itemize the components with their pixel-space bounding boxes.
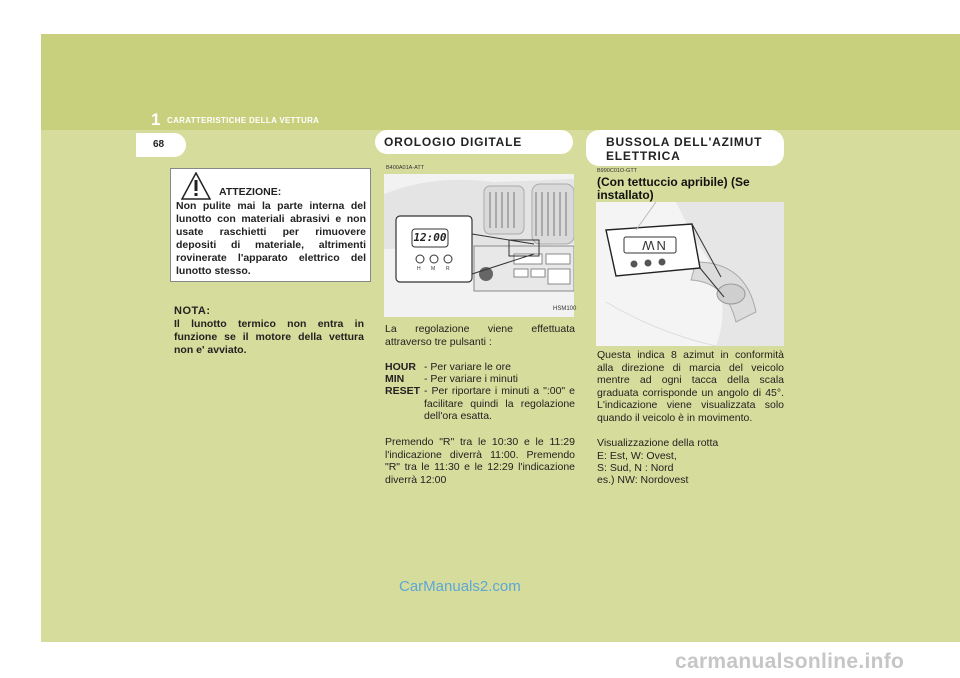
button-desc-min: - Per variare i minuti	[424, 373, 518, 385]
clock-button-label-r: R	[446, 266, 450, 272]
warning-box	[170, 168, 371, 282]
button-desc-hour: - Per variare le ore	[424, 361, 511, 373]
clock-button-row	[385, 385, 575, 425]
note-title: NOTA:	[174, 305, 211, 317]
compass-display: NW	[640, 238, 666, 253]
clock-intro: La regolazione viene effettuata attraverso tre pulsanti :	[385, 323, 575, 348]
chapter-title: CARATTERISTICHE DELLA VETTURA	[167, 116, 320, 125]
compass-line: Visualizzazione della rotta	[597, 437, 719, 449]
clock-button-label-h: H	[417, 266, 421, 272]
clock-display: 12:00	[413, 231, 447, 244]
watermark-carmanuals2[interactable]: CarManuals2.com	[399, 578, 521, 595]
clock-figure-code: HSM100	[553, 306, 577, 312]
compass-line: S: Sud, N : Nord	[597, 462, 674, 474]
button-key-reset: RESET	[385, 385, 421, 397]
compass-heading: BUSSOLA DELL'AZIMUT ELETTRICA	[606, 135, 763, 163]
button-desc-reset: - Per riportare i minuti a ":00" e facilitare quindi la regolazione dell'ora esatta.	[424, 385, 575, 422]
compass-line: E: Est, W: Ovest,	[597, 450, 677, 462]
page-number: 68	[153, 139, 165, 150]
warning-text: Non pulite mai la parte interna del lunotto con materiali abrasivi e non usate raschietti per rimuovere depositi di materiale, altrimenti rovinerate l'apparato elettrico del lunotto stesso.	[176, 200, 366, 277]
warning-icon	[181, 172, 211, 200]
note-text: Il lunotto termico non entra in funzione se il motore della vettura non e' avviato.	[174, 318, 364, 356]
compass-ref-code: B990C01O-GTT	[597, 168, 638, 174]
warning-title: ATTEZIONE:	[219, 186, 282, 198]
clock-heading: OROLOGIO DIGITALE	[384, 135, 523, 149]
overhead-compass-illustration	[596, 202, 784, 346]
button-key-hour: HOUR	[385, 361, 416, 373]
button-key-min: MIN	[385, 373, 405, 385]
clock-figure	[384, 174, 577, 317]
chapter-number: 1	[151, 110, 161, 129]
compass-subtitle: (Con tettuccio apribile) (Se installato)	[597, 175, 750, 202]
compass-description: Questa indica 8 azimut in conformità alla direzione di marcia del veicolo mentre ad ogni tacca della scala graduata corrisponde un angolo di 45°. L'indicazione viene visualizzata solo quando il veicolo è in movimento.	[597, 349, 784, 424]
clock-example: Premendo "R" tra le 10:30 e le 11:29 l'indicazione diverrà 11:00. Premendo "R" tra le 11:30 e le 12:29 l'indicazione diverrà 12:00	[385, 436, 575, 486]
dashboard-clock-illustration	[384, 174, 577, 317]
clock-button-label-m: M	[431, 266, 436, 272]
compass-figure	[596, 202, 784, 346]
watermark-carmanualsonline[interactable]: carmanualsonline.info	[675, 650, 905, 673]
clock-ref-code: B400A01A-ATT	[386, 165, 425, 171]
compass-line: es.) NW: Nordovest	[597, 474, 689, 486]
